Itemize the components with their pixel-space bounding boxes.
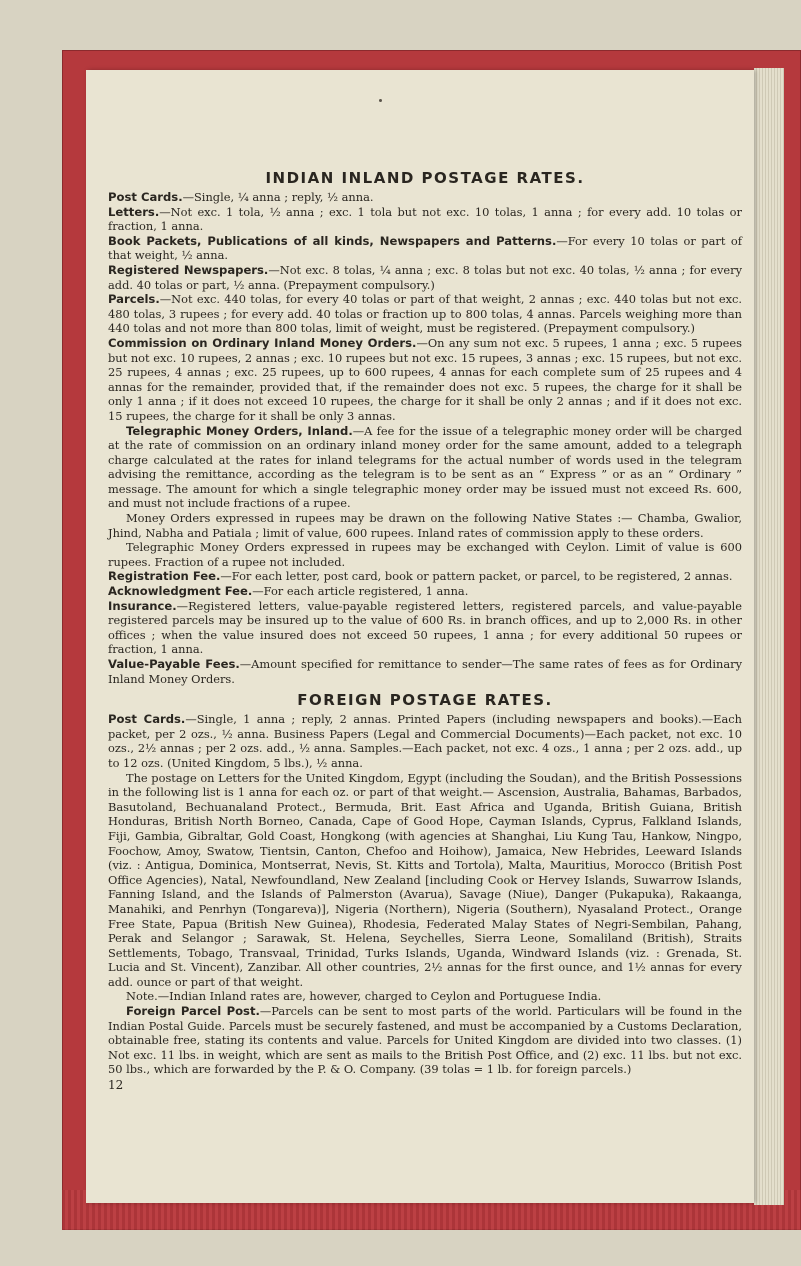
paragraph: Post Cards.—Single, ¼ anna ; reply, ½ anna. — [108, 190, 374, 204]
page-number: 12 — [108, 1078, 124, 1093]
paragraph: Note.—Indian Inland rates are, however, charged to Ceylon and Portuguese India. — [126, 989, 602, 1004]
paragraph: Acknowledgment Fee.—For each article registered, 1 anna. — [108, 584, 469, 599]
paragraph: Parcels.—Not exc. 440 tolas, for every 40 tolas or part of that weight, 2 annas ; exc. 440 tolas but not exc. 480 tolas, 3 rupees ; for every add. 40 tolas or fraction up to 800 tolas, 4 annas. Parcels weighing more than 440 tolas and not more than 800 tolas, limit of weight, must be registered. (Prepayment compulsory.) — [108, 292, 742, 336]
paragraph: Registered Newspapers.—Not exc. 8 tolas, ¼ anna ; exc. 8 tolas but not exc. 40 tolas, ½ anna ; for every add. 40 tolas or part, ½ anna. (Prepayment compulsory.) — [108, 262, 742, 292]
paragraph: Commission on Ordinary Inland Money Orders.—On any sum not exc. 5 rupees, 1 anna ; exc. 5 rupees but not exc. 10 rupees, 2 annas ; exc. 10 rupees but not exc. 15 rupees, 3 annas ; exc. 15 rupees, but not exc. 25 rupees, 4 annas ; exc. 25 rupees, up to 600 rupees, 4 annas for each complete sum of 25 rupees and 4 annas for the remainder, provided that, if the remainder does not exc. 5 rupees, the charge for it shall be only 1 anna ; if it does not exceed 10 rupees, the charge for it shall be only 2 annas ; and if it does not exc. 15 rupees, the charge for it shall be only 3 annas. — [108, 335, 742, 423]
paragraph: Money Orders expressed in rupees may be drawn on the following Native States :— Chamba, Gwalior, Jhind, Nabha and Patiala ; limit of value, 600 rupees. Inland rates of commission apply to these orders. — [108, 511, 742, 540]
paragraph: Telegraphic Money Orders, Inland.—A fee for the issue of a telegraphic money order will be charged at the rate of commission on an ordinary inland money order for the same amount, added to a telegraph charge calculated at the rates for inland telegrams for the actual number of words used in the telegram advising the remittance, according as the telegram is to be sent as an “ Express ” or as an “ Ordinary ” message. The amount for which a single telegraphic money order may be issued must not exceed Rs. 600, and must not include fractions of a rupee. — [108, 423, 742, 511]
inland-section — [108, 190, 742, 686]
paragraph: Letters.—Not exc. 1 tola, ½ anna ; exc. 1 tola but not exc. 10 tolas, 1 anna ; for every add. 10 tolas or fraction, 1 anna. — [108, 204, 742, 234]
inland-rates-title: INDIAN INLAND POSTAGE RATES. — [265, 169, 585, 187]
paragraph: Book Packets, Publications of all kinds, Newspapers and Patterns.—For every 10 tolas or part of that weight, ½ anna. — [108, 233, 743, 263]
page-edges — [754, 68, 784, 1205]
paragraph: Post Cards.—Single, 1 anna ; reply, 2 annas. Printed Papers (including newspapers and books).—Each packet, per 2 ozs., ½ anna. Business Papers (Legal and Commercial Documents)—Each packet, not exc. 10 ozs., 2½ annas ; per 2 ozs. add., ½ anna. Samples.—Each packet, not exc. 4 ozs., 1 anna ; per 2 ozs. add., up to 12 ozs. (United Kingdom, 5 lbs.), ½ anna. — [108, 712, 742, 770]
paragraph: The postage on Letters for the United Kingdom, Egypt (including the Soudan), and the British Possessions in the following list is 1 anna for each oz. or part of that weight.— Ascension, Australia, Bahamas, Barbados, Basutoland, Bechuanaland Protect., Bermuda, Brit. East Africa and Uganda, British Guiana, British Honduras, British North Borneo, Canada, Cape of Good Hope, Cayman Islands, Cyprus, Falkland Islands, Fiji, Gambia, Gibraltar, Gold Coast, Hongkong (with agencies at Shanghai, Liu Kung Tau, Hankow, Ningpo, Foochow, Amoy, Swatow, Tientsin, Canton, Chefoo and Hoihow), Jamaica, New Hebrides, Leeward Islands (viz. : Antigua, Dominica, Montserrat, Nevis, St. Kitts and Tortola), Malta, Mauritius, Morocco (British Post Office Agencies), Natal, Newfoundland, New Zealand [including Cook or Hervey Islands, Suwarrow Islands, Fanning Island, and the Islands of Palmerston (Avarua), Savage (Niue), Danger (Pukapuka), Rakaanga, Manahiki, and Penrhyn (Tongareva)], Nigeria (Northern), Nigeria (Southern), Nyasaland Protect., Orange Free State, Papua (British New Guinea), Rhodesia, Federated Malay States of Negri-Sembilan, Pahang, Perak and Selangor ; Sarawak, St. Helena, Seychelles, Sierra Leone, Somaliland (British), Straits Settlements, Tobago, Transvaal, Trinidad, Turks Islands, Uganda, Windward Islands (viz. : Grenada, St. Lucia and St. Vincent), Zanzibar. All other countries, 2½ annas for the first ounce, and 1½ annas for every add. ounce or part of that weight. — [108, 770, 742, 989]
paragraph: Registration Fee.—For each letter, post card, book or pattern packet, or parcel, to be registered, 2 annas. — [108, 569, 733, 584]
foreign-section — [108, 712, 742, 1077]
paragraph: Insurance.—Registered letters, value-payable registered letters, registered parcels, and value-payable registered parcels may be insured up to the value of 600 Rs. in branch offices, and up to 2,000 Rs. in other offices ; when the value insured does not exceed 50 rupees, 1 anna ; for every additional 50 rupees or fraction, 1 anna. — [108, 598, 742, 657]
foreign-rates-title: FOREIGN POSTAGE RATES. — [297, 691, 553, 710]
page-content — [108, 168, 742, 1093]
paragraph: Telegraphic Money Orders expressed in rupees may be exchanged with Ceylon. Limit of value is 600 rupees. Fraction of a rupee not included. — [108, 540, 742, 569]
page-mark — [379, 99, 382, 102]
paragraph: Value-Payable Fees.—Amount specified for remittance to sender—The same rates of fees as for Ordinary Inland Money Orders. — [108, 657, 742, 686]
paragraph: Foreign Parcel Post.—Parcels can be sent to most parts of the world. Particulars will be found in the Indian Postal Guide. Parcels must be securely fastened, and must be accompanied by a Customs Declaration, obtainable free, stating its contents and value. Parcels for United Kingdom are divided into two classes. (1) Not exc. 11 lbs. in weight, which are sent as mails to the British Post Office, and (2) exc. 11 lbs. but not exc. 50 lbs., which are forwarded by the P. & O. Company. (39 tolas = 1 lb. for foreign parcels.) — [108, 1004, 742, 1077]
